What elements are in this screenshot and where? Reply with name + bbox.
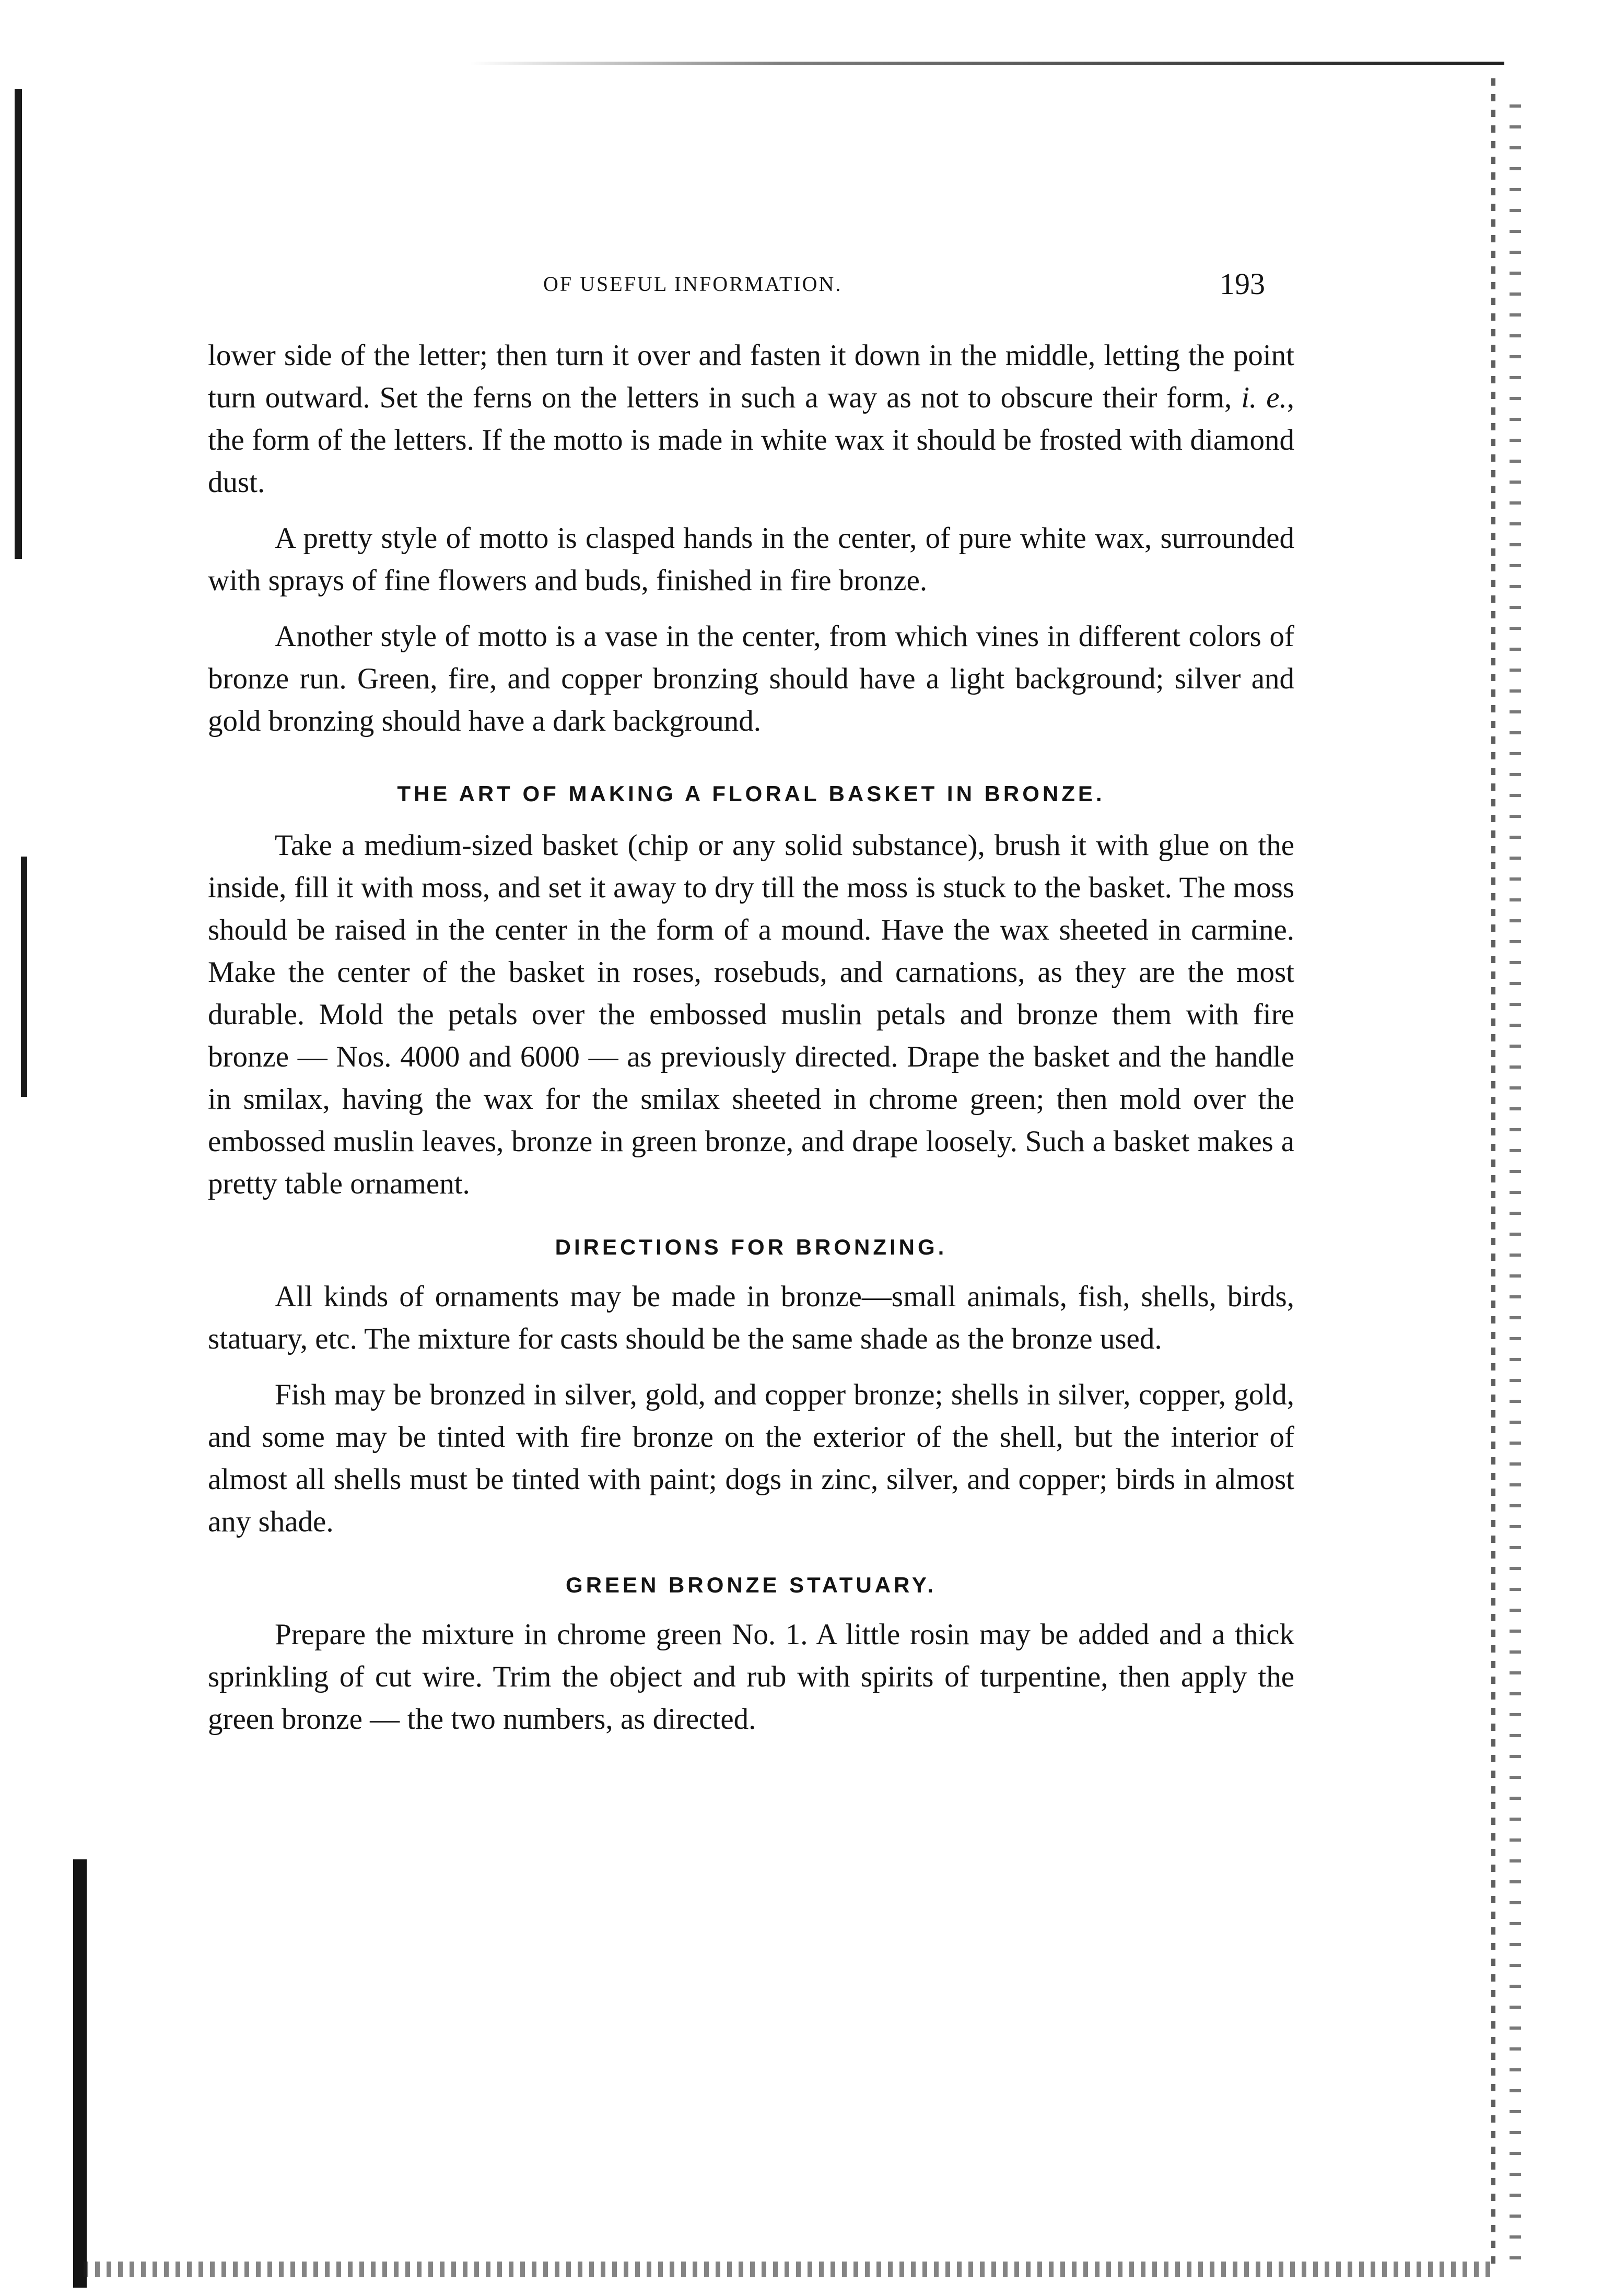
paragraph-motto-ferns-part-2: , the form of the letters. If the motto is made in white wax it should be frosted with diamond dust. — [208, 381, 1295, 499]
scan-edge-mark-left-bottom — [73, 1859, 87, 2288]
paragraph-motto-ferns-part-1: lower side of the letter; then turn it over and fasten it down in the middle, letting the point turn outward. Set the ferns on the letters in such a way as not to obscure their form, — [208, 339, 1294, 414]
paragraph-vase-motto: Another style of motto is a vase in the center, from which vines in different colors of bronze run. Green, fire, and copper bronzing should have a light background; silver and gold bronzing should have a dark background. — [208, 620, 1294, 737]
heading-floral-basket: THE ART OF MAKING A FLORAL BASKET IN BRONZE. — [397, 781, 1105, 806]
paragraph-motto-ferns-abbrev: i. e. — [1241, 381, 1287, 414]
paragraph-bronzing-fish-shells: Fish may be bronzed in silver, gold, and copper bronze; shells in silver, copper, gold, and some may be tinted with fire bronze on the exterior of the shell, but the interior of almost all shells must be tinted with paint; dogs in zinc, silver, and copper; birds in almost any shade. — [208, 1378, 1294, 1538]
heading-directions-bronzing: DIRECTIONS FOR BRONZING. — [555, 1235, 948, 1259]
scan-edge-mark-top — [470, 62, 1504, 65]
scan-edge-mark-bottom — [84, 2262, 1494, 2277]
paragraph-green-bronze: Prepare the mixture in chrome green No. 1. A little rosin may be added and a thick sprinkling of cut wire. Trim the object and rub with spirits of turpentine, then apply the green bronze — the two numbers, as directed. — [208, 1618, 1294, 1736]
paragraph-floral-basket: Take a medium-sized basket (chip or any solid substance), brush it with glue on the inside, fill it with moss, and set it away to dry till the moss is stuck to the basket. The moss should be raised in the center in the form of a mound. Have the wax sheeted in carmine. Make the center of the basket in roses, rosebuds, and carnations, as they are the most durable. Mold the petals over the embossed muslin petals and bronze them with fire bronze — Nos. 4000 and 6000 — as previously directed. Drape the basket and the handle in smilax, having the wax for the smilax sheeted in chrome green; then mold over the embossed muslin leaves, bronze in green bronze, and drape loosely. Such a basket makes a pretty table ornament. — [208, 829, 1294, 1200]
running-title: OF USEFUL INFORMATION. — [543, 272, 843, 296]
paragraph-clasped-hands: A pretty style of motto is clasped hands in the center, of pure white wax, surrounded with sprays of fine flowers and buds, finished in fire bronze. — [208, 522, 1294, 597]
paragraph-motto-ferns — [208, 334, 1294, 503]
heading-green-bronze-statuary: GREEN BRONZE STATUARY. — [566, 1573, 937, 1597]
scan-edge-mark-right — [1491, 78, 1495, 2272]
scan-edge-mark-left-middle — [21, 857, 27, 1097]
page-number: 193 — [1220, 267, 1265, 301]
paragraph-bronze-ornaments: All kinds of ornaments may be made in bronze—small animals, fish, shells, birds, statuary, etc. The mixture for casts should be the same shade as the bronze used. — [208, 1280, 1294, 1355]
text-column — [208, 334, 1294, 1740]
scan-edge-mark-left-top — [15, 89, 22, 559]
scan-edge-mark-right-outer — [1510, 104, 1521, 2272]
